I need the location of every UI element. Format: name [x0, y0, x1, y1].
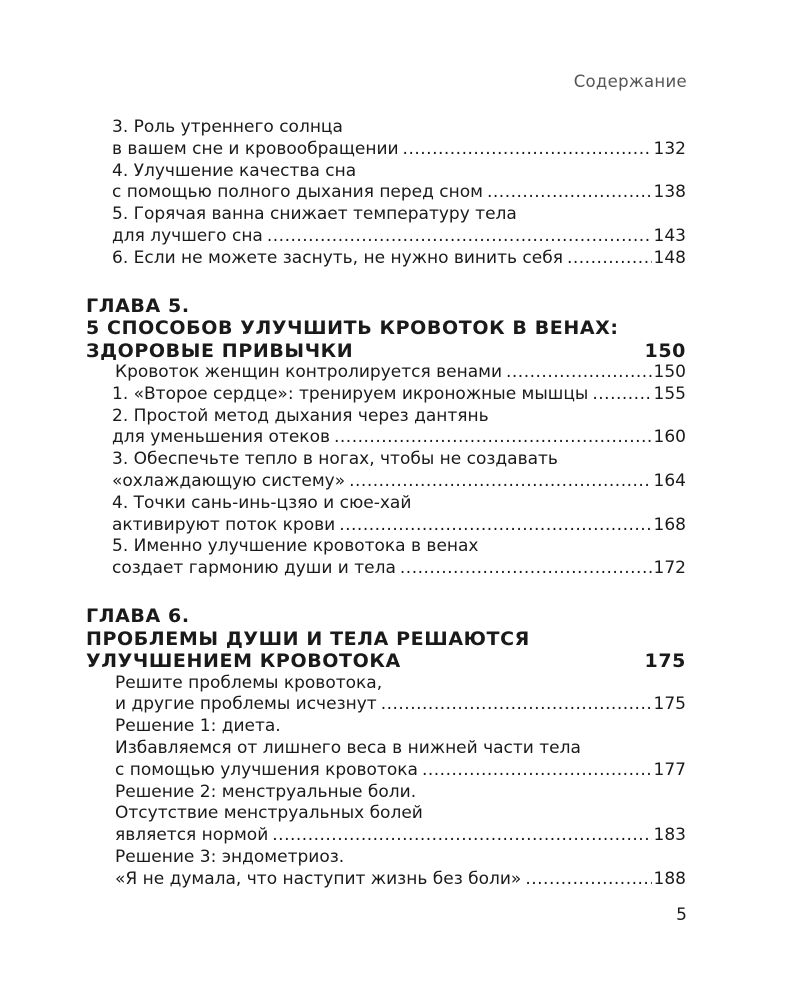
entry-text: Кровоток женщин контролируется венами: [115, 362, 502, 383]
chapter-label: ГЛАВА 6.: [86, 605, 190, 628]
chapter-5: [86, 295, 686, 580]
toc-entry: [86, 248, 686, 270]
toc-entry: [86, 847, 686, 891]
entry-text: «охлаждающую систему»: [112, 471, 346, 492]
entry-page: 138: [653, 182, 686, 203]
leader-dots: [506, 362, 652, 384]
entry-page: 143: [653, 225, 686, 246]
toc-entry: [86, 536, 686, 580]
toc-entry: [86, 204, 686, 248]
chapter-page: 150: [644, 339, 686, 362]
entry-text: 4. Улучшение качества сна: [112, 160, 357, 181]
entry-text: 1. «Второе сердце»: тренируем икроножные мышцы: [112, 383, 589, 404]
toc-entry: [86, 117, 686, 161]
leader-dots: [525, 869, 651, 891]
toc-entry: [86, 716, 686, 781]
entry-text: «Я не думала, что наступит жизнь без боли»: [115, 868, 522, 889]
entry-text: для лучшего сна: [112, 225, 263, 246]
leader-dots: [487, 182, 652, 204]
toc-entry: [86, 673, 686, 717]
leader-dots: [403, 139, 652, 161]
toc-entry: [86, 362, 686, 384]
leader-dots: [339, 515, 651, 537]
entry-page: 150: [653, 362, 686, 383]
entry-text: 5. Горячая ванна снижает температуру тела: [112, 204, 517, 225]
leader-dots: [567, 248, 652, 270]
leader-dots: [592, 384, 651, 406]
entry-text: 2. Простой метод дыхания через дантянь: [112, 405, 489, 426]
entry-page: 148: [653, 247, 686, 268]
entry-page: 132: [653, 138, 686, 159]
toc-entry: [86, 449, 686, 493]
entry-text: и другие проблемы исчезнут: [115, 694, 377, 715]
table-of-contents: [86, 117, 686, 891]
entry-text: активируют поток крови: [112, 514, 336, 535]
chapter-page: 175: [644, 650, 686, 673]
toc-entry: [86, 161, 686, 205]
chapter-6: [86, 605, 686, 890]
entry-page: 168: [653, 514, 686, 535]
entry-page: 164: [653, 471, 686, 492]
chapter-title: 5 СПОСОБОВ УЛУЧШИТЬ КРОВОТОК В ВЕНАХ:: [86, 317, 619, 340]
entry-page: 175: [653, 694, 686, 715]
entry-section: Решение 3: эндометриоз.: [115, 846, 345, 867]
entry-text: для уменьшения отеков: [112, 427, 330, 448]
entry-text: 3. Обеспечьте тепло в ногах, чтобы не создавать: [112, 449, 558, 470]
entry-page: 177: [653, 759, 686, 780]
entry-page: 172: [653, 558, 686, 579]
entry-section: Решение 1: диета.: [115, 716, 281, 737]
entry-page: 183: [653, 825, 686, 846]
entry-text: с помощью улучшения кровотока: [115, 759, 418, 780]
toc-entry: [86, 493, 686, 537]
entry-text: является нормой: [115, 825, 269, 846]
entry-text: Решите проблемы кровотока,: [115, 672, 383, 693]
entry-page: 155: [653, 383, 686, 404]
entry-text: 6. Если не можете заснуть, не нужно винить себя: [112, 247, 563, 268]
leader-dots: [349, 471, 651, 493]
toc-entry: [86, 782, 686, 847]
leader-dots: [272, 825, 651, 847]
entry-page: 188: [653, 868, 686, 889]
chapter-title: ЗДОРОВЫЕ ПРИВЫЧКИ: [86, 339, 354, 362]
chapter-title: УЛУЧШЕНИЕМ КРОВОТОКА: [86, 650, 401, 673]
leader-dots: [422, 760, 652, 782]
entry-text: 5. Именно улучшение кровотока в венах: [112, 536, 479, 557]
leader-dots: [334, 427, 652, 449]
entry-text: создает гармонию души и тела: [112, 558, 396, 579]
chapter-title: ПРОБЛЕМЫ ДУШИ И ТЕЛА РЕШАЮТСЯ: [86, 627, 530, 650]
toc-entry: [86, 406, 686, 450]
entry-text: с помощью полного дыхания перед сном: [112, 182, 483, 203]
leader-dots: [400, 558, 652, 580]
entry-text: 3. Роль утреннего солнца: [112, 117, 343, 137]
entry-text: Отсутствие менструальных болей: [115, 803, 423, 824]
entry-section: Решение 2: менструальные боли.: [115, 781, 417, 802]
entry-text: Избавляемся от лишнего веса в нижней части тела: [115, 737, 581, 758]
entry-page: 160: [653, 427, 686, 448]
toc-entry: [86, 384, 686, 406]
leader-dots: [267, 226, 652, 248]
entry-text: 4. Точки сань-инь-цзяо и сюе-хай: [112, 492, 412, 513]
chapter-label: ГЛАВА 5.: [86, 294, 190, 317]
entry-text: в вашем сне и кровообращении: [112, 138, 399, 159]
running-head: Содержание: [573, 72, 687, 91]
leader-dots: [381, 694, 652, 716]
page-number: 5: [676, 905, 687, 925]
